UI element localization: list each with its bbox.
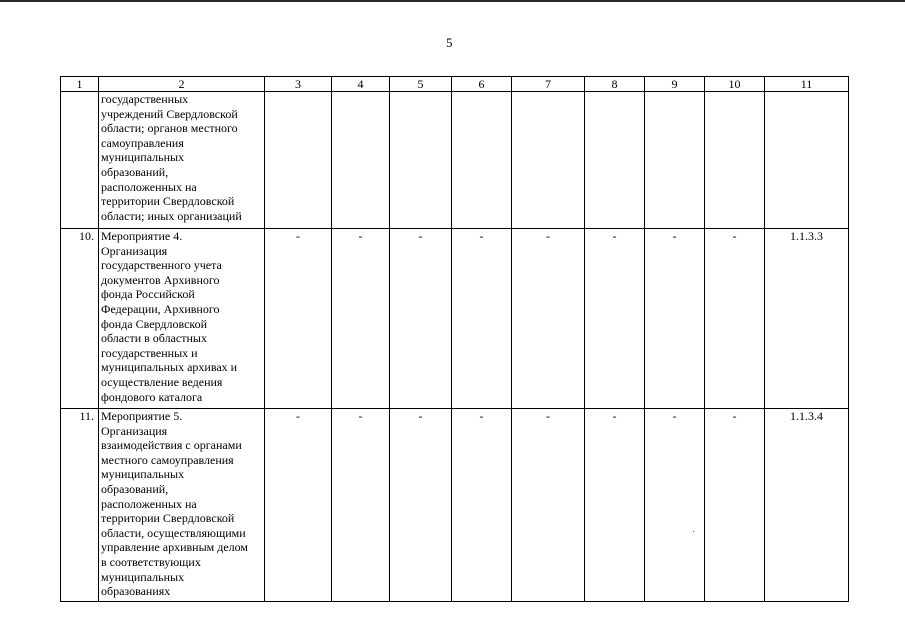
scan-speck xyxy=(693,531,694,532)
target-code: 1.1.3.4 xyxy=(765,409,849,602)
value-cell-col-7: - xyxy=(512,409,585,602)
description-line: расположенных на xyxy=(101,179,197,194)
value-cell-col-3: - xyxy=(265,409,332,602)
measure-description xyxy=(99,409,265,602)
description-line: территории Свердловской xyxy=(101,194,235,209)
column-header-9: 9 xyxy=(645,77,705,92)
description-line: взаимодействия с органами xyxy=(101,438,242,453)
value-cell-col-8: - xyxy=(585,229,645,409)
value-cell-col-7 xyxy=(512,92,585,229)
description-line: фонда Свердловской xyxy=(101,316,208,331)
row-number xyxy=(61,92,99,229)
description-line: муниципальных xyxy=(101,467,185,482)
table-row xyxy=(61,409,849,602)
description-line: фонда Российской xyxy=(101,287,195,302)
top-edge-line xyxy=(0,0,905,2)
description-line: муниципальных архивах и xyxy=(101,360,238,375)
description-line: образований, xyxy=(101,164,169,179)
measures-table xyxy=(60,76,849,602)
value-cell-col-5: - xyxy=(390,229,452,409)
description-line: Мероприятие 4. xyxy=(101,229,183,243)
table-body xyxy=(61,77,849,602)
column-header-3: 3 xyxy=(265,77,332,92)
description-line: осуществление ведения xyxy=(101,374,223,389)
value-cell-col-9 xyxy=(645,92,705,229)
value-cell-col-6: - xyxy=(452,409,512,602)
measure-description xyxy=(99,229,265,409)
value-cell-col-5: - xyxy=(390,409,452,602)
table-header-row xyxy=(61,77,849,92)
column-header-4: 4 xyxy=(332,77,390,92)
row-number: 11. xyxy=(61,409,99,602)
description-line: области в областных xyxy=(101,331,207,346)
column-header-10: 10 xyxy=(705,77,765,92)
row-number: 10. xyxy=(61,229,99,409)
description-line: в соответствующих xyxy=(101,554,201,569)
column-header-11: 11 xyxy=(765,77,849,92)
value-cell-col-10: - xyxy=(705,229,765,409)
value-cell-col-8 xyxy=(585,92,645,229)
description-line: Организация xyxy=(101,243,168,258)
description-line: управление архивным делом xyxy=(101,540,249,555)
value-cell-col-9: - xyxy=(645,229,705,409)
column-header-5: 5 xyxy=(390,77,452,92)
value-cell-col-3 xyxy=(265,92,332,229)
description-line: Мероприятие 5. xyxy=(101,409,183,423)
value-cell-col-6 xyxy=(452,92,512,229)
value-cell-col-3: - xyxy=(265,229,332,409)
value-cell-col-8: - xyxy=(585,409,645,602)
value-cell-col-5 xyxy=(390,92,452,229)
description-line: Организация xyxy=(101,423,168,438)
description-line: учреждений Свердловской xyxy=(101,106,238,121)
description-line: расположенных на xyxy=(101,496,197,511)
column-header-1: 1 xyxy=(61,77,99,92)
value-cell-col-4: - xyxy=(332,229,390,409)
description-line: области; органов местного xyxy=(101,121,238,136)
value-cell-col-4: - xyxy=(332,409,390,602)
value-cell-col-7: - xyxy=(512,229,585,409)
description-line: государственных и xyxy=(101,345,198,360)
table-row xyxy=(61,92,849,229)
description-line: территории Свердловской xyxy=(101,511,235,526)
column-header-2: 2 xyxy=(99,77,265,92)
value-cell-col-10 xyxy=(705,92,765,229)
description-line: государственных xyxy=(101,92,189,106)
column-header-8: 8 xyxy=(585,77,645,92)
value-cell-col-6: - xyxy=(452,229,512,409)
table-row xyxy=(61,229,849,409)
description-line: муниципальных xyxy=(101,569,185,584)
page-number: 5 xyxy=(446,35,453,50)
column-header-6: 6 xyxy=(452,77,512,92)
target-code xyxy=(765,92,849,229)
target-code: 1.1.3.3 xyxy=(765,229,849,409)
value-cell-col-10: - xyxy=(705,409,765,602)
description-line: Федерации, Архивного xyxy=(101,301,220,316)
description-line: местного самоуправления xyxy=(101,452,234,467)
description-line: фондового каталога xyxy=(101,389,203,404)
value-cell-col-9: - xyxy=(645,409,705,602)
measure-description xyxy=(99,92,265,229)
column-header-7: 7 xyxy=(512,77,585,92)
description-line: самоуправления xyxy=(101,135,184,150)
description-line: документов Архивного xyxy=(101,272,220,287)
description-line: образованиях xyxy=(101,584,171,599)
description-line: образований, xyxy=(101,481,169,496)
value-cell-col-4 xyxy=(332,92,390,229)
description-line: муниципальных xyxy=(101,150,185,165)
description-line: области; иных организаций xyxy=(101,208,242,223)
description-line: государственного учета xyxy=(101,258,222,273)
description-line: области, осуществляющими xyxy=(101,525,246,540)
